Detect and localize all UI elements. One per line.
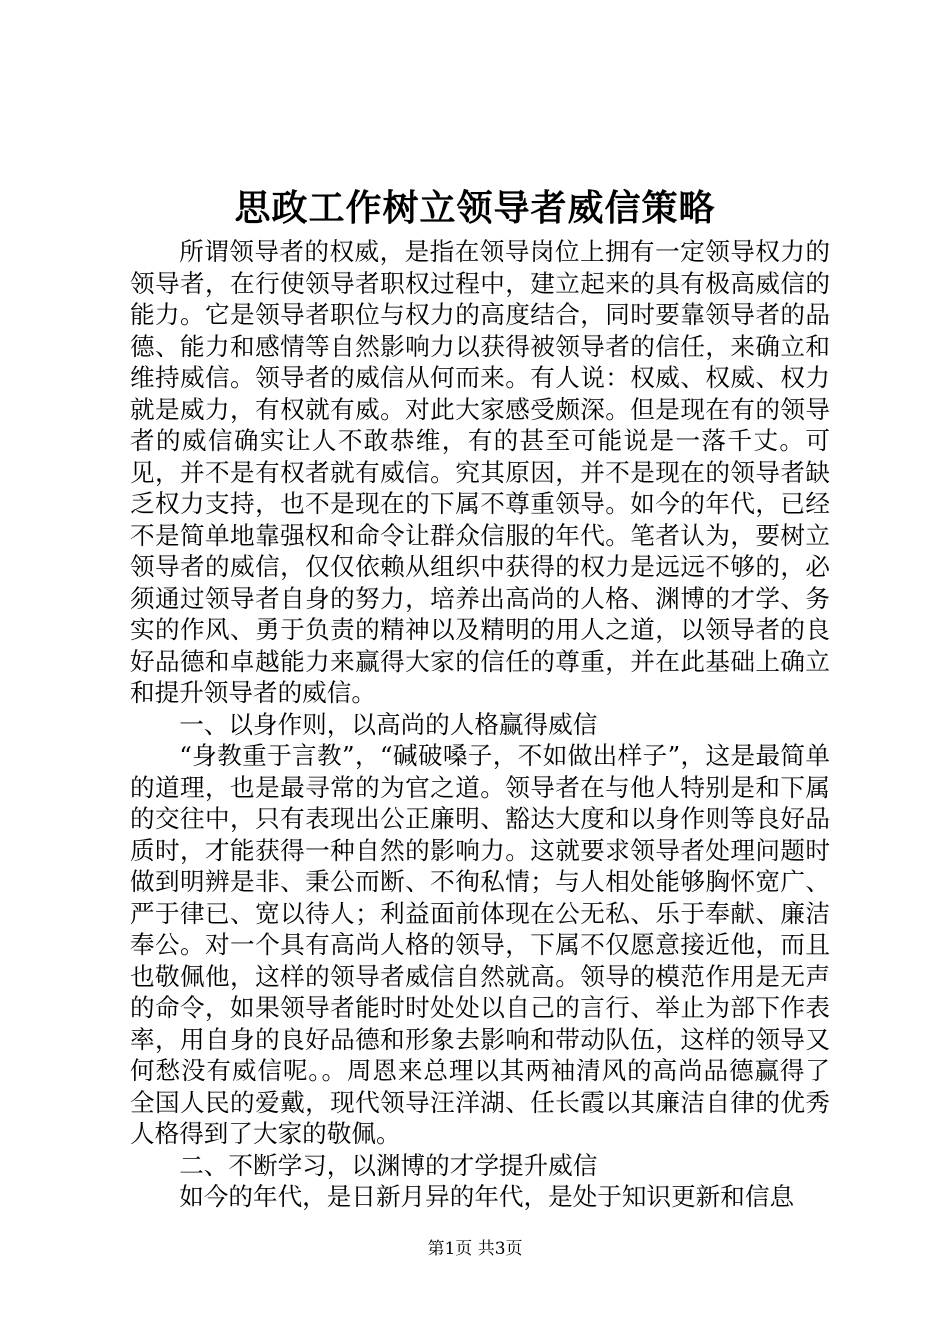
document-title: 思政工作树立领导者威信策略: [234, 187, 716, 229]
document-body: [130, 236, 830, 1213]
intro-paragraph: 所谓领导者的权威，是指在领导岗位上拥有一定领导权力的领导者，在行使领导者职权过程中，建立起来的具有极高威信的能力。它是领导者职位与权力的高度结合，同时要靠领导者的品德、能力和感情等自然影响力以获得被领导者的信任，来确立和维持威信。领导者的威信从何而来。有人说：权威、权威、权力就是威力，有权就有威。对此大家感受颇深。但是现在有的领导者的威信确实让人不敢恭维，有的甚至可能说是一落千丈。可见，并不是有权者就有威信。究其原因，并不是现在的领导者缺乏权力支持，也不是现在的下属不尊重领导。如今的年代，已经不是简单地靠强权和命令让群众信服的年代。笔者认为，要树立领导者的威信，仅仅依赖从组织中获得的权力是远远不够的，必须通过领导者自身的努力，培养出高尚的人格、渊博的才学、务实的作风、勇于负责的精神以及精明的用人之道，以领导者的良好品德和卓越能力来赢得大家的信任的尊重，并在此基础上确立和提升领导者的威信。: [130, 237, 830, 707]
section-heading-1: 一、以身作则，以高尚的人格赢得威信: [179, 709, 598, 739]
page-footer: 第1页 共3页: [427, 1239, 523, 1259]
section-2-paragraph: 如今的年代，是日新月异的年代，是处于知识更新和信息: [179, 1182, 795, 1211]
section-heading-2: 二、不断学习，以渊博的才学提升威信: [179, 1150, 598, 1180]
section-1-paragraph: “身教重于言教”，“碱破嗓子，不如做出样子”，这是最简单的道理，也是最寻常的为官之道。领导者在与他人特别是和下属的交往中，只有表现出公正廉明、豁达大度和以身作则等良好品质时，才能获得一种自然的影响力。这就要求领导者处理问题时做到明辨是非、秉公而断、不徇私情；与人相处能够胸怀宽广、严于律已、宽以待人；利益面前体现在公无私、乐于奉献、廉洁奉公。对一个具有高尚人格的领导，下属不仅愿意接近他，而且也敬佩他，这样的领导者威信自然就高。领导的模范作用是无声的命令，如果领导者能时时处处以自己的言行、举止为部下作表率，用自身的良好品德和形象去影响和带动队伍，这样的领导又何愁没有威信呢。。周恩来总理以其两袖清风的高尚品德赢得了全国人民的爱戴，现代领导汪洋湖、任长霞以其廉洁自律的优秀人格得到了大家的敬佩。: [130, 741, 830, 1148]
